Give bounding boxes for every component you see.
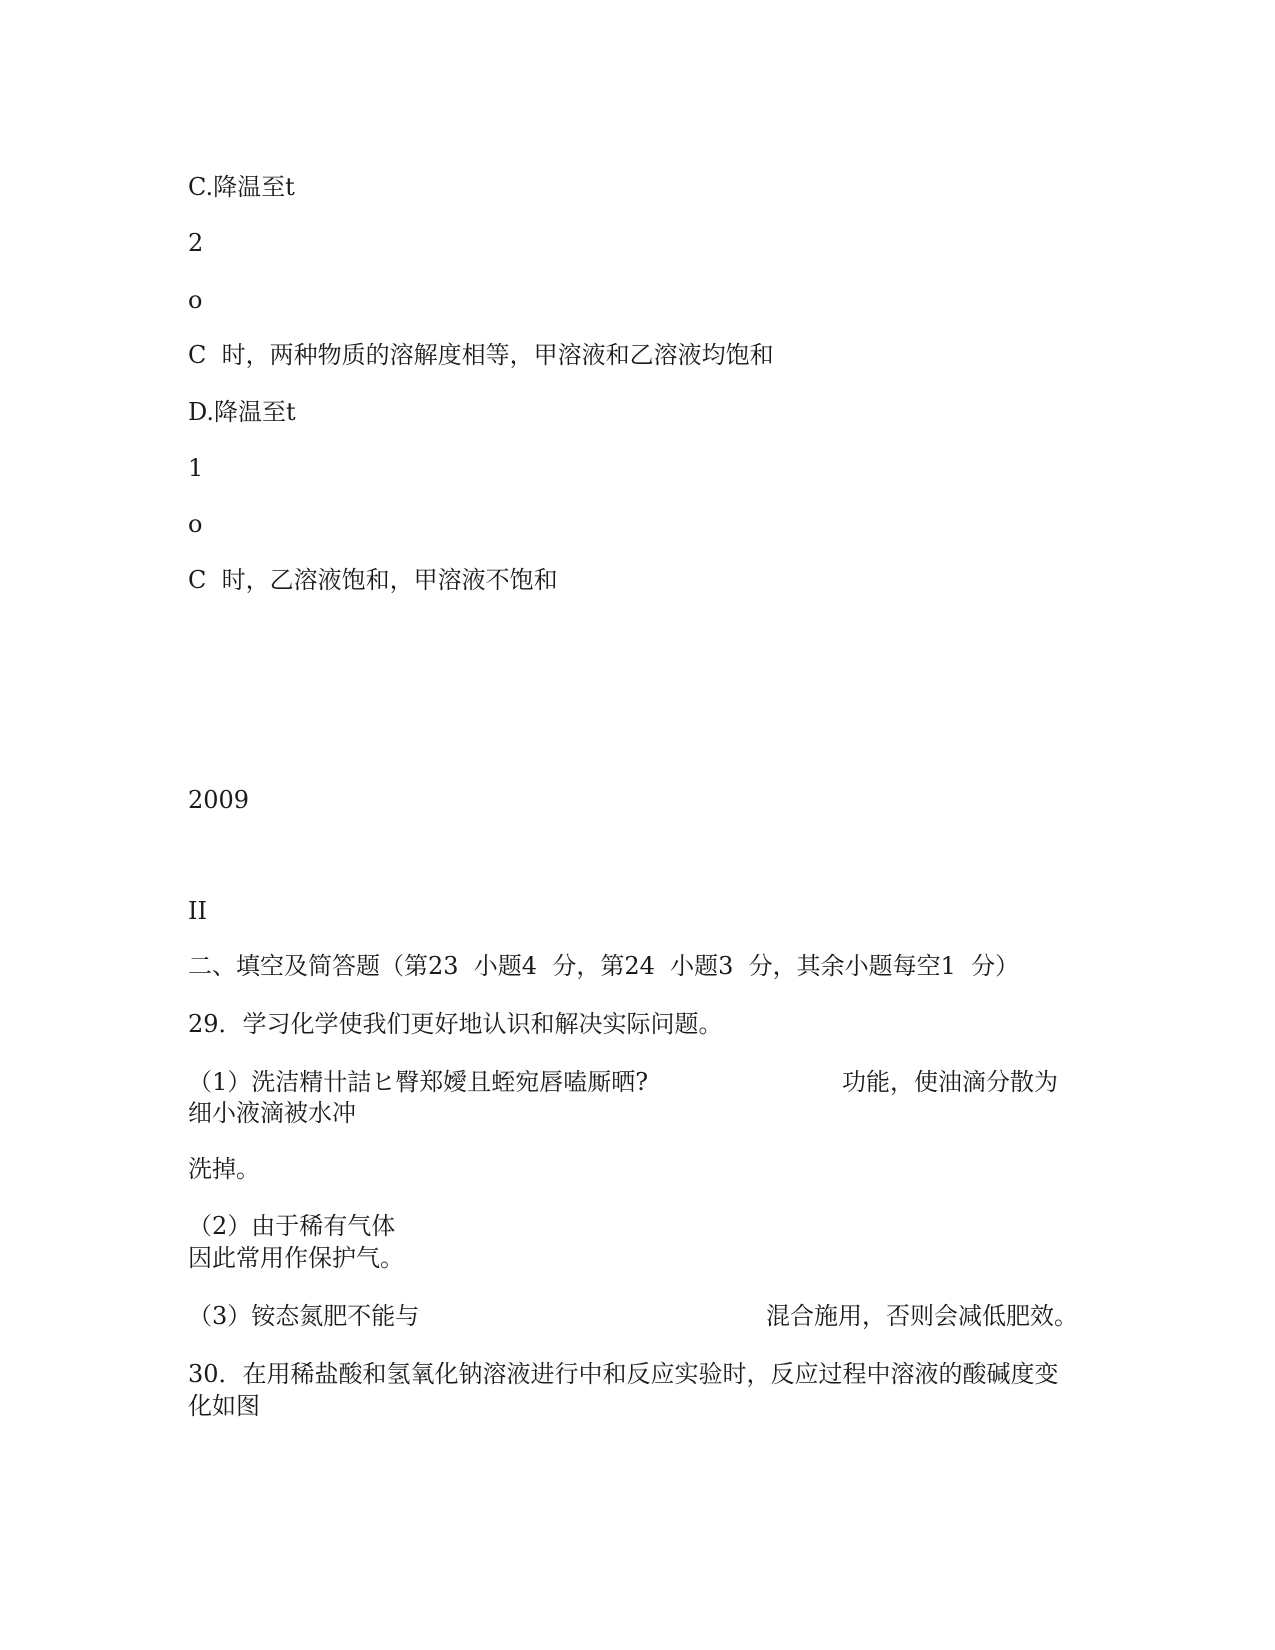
q29-part1-line3: 洗掉。: [188, 1155, 260, 1183]
option-c-line4: C 时，两种物质的溶解度相等，甲溶液和乙溶液均饱和: [188, 341, 774, 369]
section-two-heading: 二、填空及简答题（第23 小题4 分，第24 小题3 分，其余小题每空1 分）: [188, 952, 1020, 980]
roman-numeral: II: [188, 897, 207, 925]
year-label: 2009: [188, 786, 250, 814]
q29-part1-after-blank: 功能，使油滴分散为: [842, 1068, 1058, 1096]
option-d-line3: o: [188, 510, 203, 538]
q29-part1-line2: 细小液滴被水冲: [188, 1099, 356, 1127]
q29-part2-line2: 因此常用作保护气。: [188, 1244, 404, 1272]
q29-part3-after-blank: 混合施用，否则会减低肥效。: [766, 1302, 1078, 1330]
option-c-line1: C.降温至t: [188, 173, 295, 201]
option-d-line1: D.降温至t: [188, 398, 296, 426]
q30-line1: 30．在用稀盐酸和氢氧化钠溶液进行中和反应实验时，反应过程中溶液的酸碱度变: [188, 1360, 1059, 1388]
q30-line2: 化如图: [188, 1392, 260, 1420]
option-c-line3: o: [188, 286, 203, 314]
q29-part3-before-blank: （3）铵态氮肥不能与: [188, 1302, 420, 1330]
q29-stem: 29．学习化学使我们更好地认识和解决实际问题。: [188, 1010, 723, 1038]
option-d-line4: C 时，乙溶液饱和，甲溶液不饱和: [188, 566, 558, 594]
q29-part2-line1: （2）由于稀有气体: [188, 1212, 396, 1240]
q29-part1-before-blank: （1）洗洁精卄詰ヒ臀郑嬡且蛭宛唇嗑厮晒?: [188, 1068, 649, 1096]
option-c-line2: 2: [188, 229, 204, 257]
option-d-line2: 1: [188, 454, 204, 482]
